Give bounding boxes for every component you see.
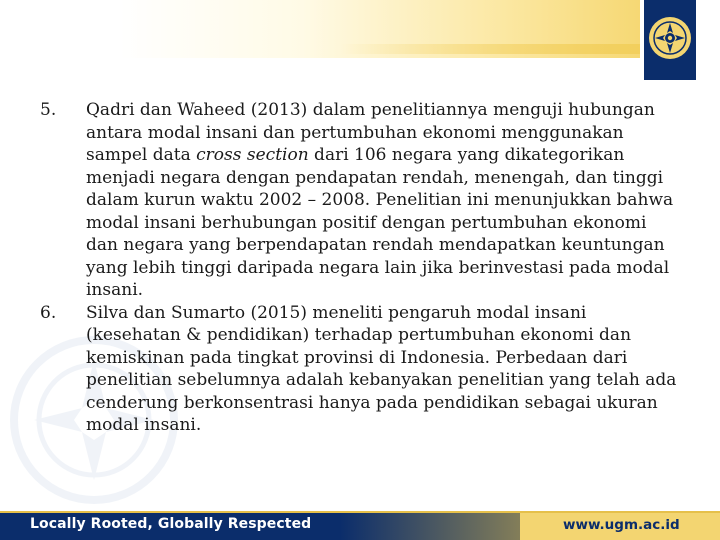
italic-term: cross section — [196, 145, 309, 165]
footer-gradient — [340, 513, 520, 540]
list-item-text: Silva dan Sumarto (2015) meneliti pengaruh modal insani (kesehatan & pendidikan) terhadap pertumbuhan ekonomi dan kemiskinan pada tingkat provinsi di Indonesia. Perbedaan dari penelitian sebelumnya adalah kebanyakan penelitian yang telah ada cenderung berkonsentrasi hanya pada pendidikan sebagai ukuran modal insani. — [86, 302, 677, 435]
list-item-number: 6. — [40, 302, 57, 323]
list-item-number: 5. — [40, 100, 57, 120]
footer-url: www.ugm.ac.id — [563, 517, 680, 533]
list-item-text — [86, 99, 680, 302]
references-list — [40, 99, 680, 437]
list-item — [40, 99, 680, 302]
list-item-text-part: Qadri dan Waheed (2013) dalam penelitiannya menguji hubungan antara modal insani dan pertumbuhan ekonomi menggunakan sampel data — [86, 100, 655, 165]
university-emblem-icon — [646, 14, 694, 62]
list-item — [40, 302, 680, 437]
footer-tagline: Locally Rooted, Globally Respected — [30, 516, 312, 532]
header-gold-strip — [340, 44, 640, 54]
list-item-text-part: dari 106 negara yang dikategorikan menjadi negara dengan pendapatan rendah, menengah, dan tinggi dalam kurun waktu 2002 – 2008. Penelitian ini menunjukkan bahwa modal insani berhubungan positif dengan pertumbuhan ekonomi dan negara yang berpendapatan rendah mendapatkan keuntungan yang lebih tinggi daripada negara lain jika berinvestasi pada modal insani. — [86, 145, 674, 300]
